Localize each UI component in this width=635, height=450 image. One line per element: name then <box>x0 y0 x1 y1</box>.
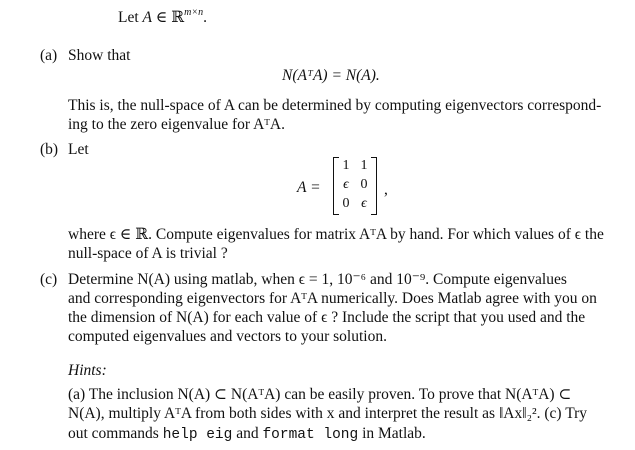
hints-line3 <box>68 424 426 445</box>
intro-let: Let <box>118 9 139 26</box>
matrix-cell: ϵ <box>361 196 367 211</box>
part-a-para-line1: This is, the null-space of A can be determined by computing eigenvectors correspond- <box>68 97 602 114</box>
part-a-label: (a) <box>40 47 58 64</box>
intro-period: . <box>203 9 207 26</box>
intro-var-a: A <box>142 9 152 26</box>
part-a-equation: N(AᵀA) = N(A). <box>282 67 380 84</box>
intro-line <box>118 8 207 28</box>
matrix-lhs: A = <box>297 179 321 196</box>
part-c-label: (c) <box>40 271 58 288</box>
part-c-line1: Determine N(A) using matlab, when ϵ = 1, 10⁻⁶ and 10⁻⁹. Compute eigenvalues <box>68 271 567 288</box>
hints-line2: N(A), multiply AᵀA from both sides with x and interpret the result as ‖Ax‖₂². (c) Try <box>68 405 588 422</box>
hints-cmd-help-eig: help eig <box>162 427 233 443</box>
part-b-line2: null-space of A is trivial ? <box>68 245 228 262</box>
hints-line3-pre: out commands <box>68 425 159 442</box>
intro-reals: ℝ <box>171 9 185 26</box>
hints-line3-post: in Matlab. <box>362 425 426 442</box>
hints-cmd-format-long: format long <box>262 427 359 443</box>
part-b-let: Let <box>68 141 89 158</box>
matrix-a <box>333 157 377 215</box>
part-b-line1: where ϵ ∈ ℝ. Compute eigenvalues for matrix AᵀA by hand. For which values of ϵ the <box>68 226 604 243</box>
hints-and: and <box>236 425 259 442</box>
matrix-comma: , <box>384 181 388 198</box>
matrix-cell: 0 <box>342 196 350 211</box>
part-a-show-that: Show that <box>68 47 131 64</box>
intro-exponent: m×n <box>184 6 204 18</box>
part-a-para-line2: ing to the zero eigenvalue for AᵀA. <box>68 116 285 133</box>
matrix-right-bracket <box>371 157 377 215</box>
part-c-line3: the dimension of N(A) for each value of ϵ ? Include the script that you used and the <box>68 309 586 326</box>
matrix-cell: 1 <box>360 158 368 173</box>
matrix-cell: 1 <box>342 158 350 173</box>
hints-line1: (a) The inclusion N(A) ⊂ N(AᵀA) can be easily proven. To prove that N(AᵀA) ⊂ <box>68 386 572 403</box>
hints-title: Hints: <box>68 362 107 379</box>
part-c-line2: and corresponding eigenvectors for AᵀA numerically. Does Matlab agree with you on <box>68 290 597 307</box>
matrix-cell: ϵ <box>343 177 349 192</box>
matrix-cell: 0 <box>360 177 368 192</box>
intro-in-symbol: ∈ <box>155 9 168 26</box>
part-b-label: (b) <box>40 141 59 158</box>
part-c-line4: computed eigenvalues and vectors to your solution. <box>68 328 387 345</box>
